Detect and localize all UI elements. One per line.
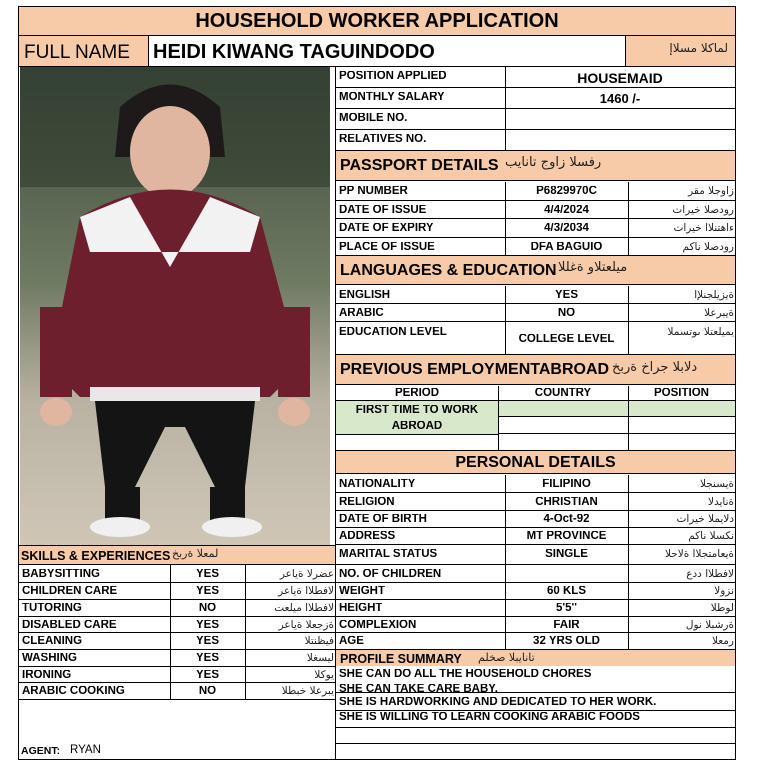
skill-disabled-care: DISABLED CARE — [22, 620, 117, 631]
height-arabic: لوطلا — [710, 603, 734, 614]
expiry-date-label: DATE OF EXPIRY — [339, 223, 434, 234]
skill-cleaning: CLEANING — [22, 636, 83, 647]
skill-cleaning-arabic: فيظنتلا — [304, 636, 334, 647]
weight-arabic: نزولا — [714, 586, 734, 597]
skill-ironing-arabic: يوكلا — [314, 670, 334, 681]
monthly-salary-label: MONTHLY SALARY — [339, 92, 445, 103]
employment-position-fill — [629, 401, 735, 416]
issue-place-value: DFA BAGUIO — [530, 242, 603, 253]
employment-header-title: PREVIOUS EMPLOYMENTABROAD — [340, 361, 610, 378]
nationality-arabic: ةيسنجلا — [699, 479, 734, 490]
issue-place-label: PLACE OF ISSUE — [339, 242, 435, 253]
skill-tutoring: TUTORING — [22, 603, 82, 614]
marital-status-arabic: ةيعامتجلاا ةلاحلا — [664, 549, 734, 560]
education-arabic: يميلعتلا ىوتسملا — [667, 327, 734, 338]
col-position: POSITION — [654, 388, 709, 399]
agent-label: AGENT: — [21, 745, 61, 757]
full-name-label: FULL NAME — [24, 42, 130, 63]
children-label: NO. OF CHILDREN — [339, 569, 442, 580]
address-arabic: نكسلا ناكم — [688, 531, 734, 542]
period-line-2: ABROAD — [391, 421, 443, 432]
profile-header-title: PROFILE SUMMARY — [340, 652, 462, 666]
passport-header-arabic: رفسلا زاوج تانايب — [505, 155, 602, 170]
nationality-value: FILIPINO — [542, 479, 591, 490]
height-value: 5'5'' — [556, 603, 577, 614]
full-name-value: HEIDI KIWANG TAGUINDODO — [153, 41, 435, 63]
position-applied-label: POSITION APPLIED — [339, 71, 447, 82]
weight-value: 60 KLS — [547, 586, 586, 597]
profile-line-2: SHE CAN TAKE CARE BABY. — [339, 684, 498, 695]
skill-babysitting-arabic: عضرلا ةياعر — [279, 569, 334, 580]
issue-date-label: DATE OF ISSUE — [339, 205, 427, 216]
passport-header-title: PASSPORT DETAILS — [340, 157, 499, 174]
position-applied-value: HOUSEMAID — [577, 71, 663, 85]
skill-cleaning-value: YES — [195, 636, 219, 647]
skill-ironing: IRONING — [22, 670, 72, 681]
arabic-arabic: ةيبرعلا — [704, 308, 734, 319]
skill-babysitting: BABYSITTING — [22, 569, 100, 580]
dob-arabic: دلايملا خيرات — [676, 514, 734, 525]
weight-label: WEIGHT — [339, 586, 385, 597]
height-label: HEIGHT — [339, 603, 383, 614]
languages-header-title: LANGUAGES & EDUCATION — [340, 262, 557, 279]
skill-tutoring-arabic: لافطلأا ميلعت — [274, 603, 334, 614]
relatives-label: RELATIVES NO. — [339, 134, 427, 145]
page-title: HOUSEHOLD WORKER APPLICATION — [195, 10, 559, 32]
arabic-value: NO — [557, 308, 576, 319]
skill-disabled-care-arabic: ةزجعلا ةياعر — [278, 620, 334, 631]
mobile-label: MOBILE NO. — [339, 113, 408, 124]
education-label: EDUCATION LEVEL — [339, 327, 447, 338]
employment-country-fill — [499, 401, 628, 416]
employment-header-arabic: دلابلا جراخ ةربخ — [612, 360, 698, 375]
col-period: PERIOD — [394, 388, 440, 399]
skill-ironing-value: YES — [195, 670, 219, 681]
age-label: AGE — [339, 636, 364, 647]
nationality-label: NATIONALITY — [339, 479, 416, 490]
english-value: YES — [554, 290, 578, 301]
expiry-date-arabic: ءاهتنلاا خيرات — [673, 223, 734, 234]
education-value: COLLEGE LEVEL — [518, 334, 615, 345]
english-label: ENGLISH — [339, 290, 391, 301]
issue-date-value: 4/4/2024 — [544, 205, 589, 216]
profile-header-arabic: تانايبلا صخلم — [478, 651, 535, 664]
pp-number-label: PP NUMBER — [339, 186, 408, 197]
profile-line-1: SHE CAN DO ALL THE HOUSEHOLD CHORES — [339, 669, 592, 680]
skill-children-care-arabic: لافطلأا ةياعر — [278, 586, 334, 597]
children-arabic: لافطلأا ددع — [686, 569, 734, 580]
skill-children-care-value: YES — [195, 586, 219, 597]
profile-line-3: SHE IS HARDWORKING AND DEDICATED TO HER WORK. — [339, 697, 657, 708]
agent-value: RYAN — [70, 744, 101, 756]
skill-washing: WASHING — [22, 653, 77, 664]
period-line-1: FIRST TIME TO WORK — [355, 405, 479, 416]
expiry-date-value: 4/3/2034 — [544, 223, 589, 234]
skill-children-care: CHILDREN CARE — [22, 586, 118, 597]
dob-label: DATE OF BIRTH — [339, 514, 427, 525]
monthly-salary-value: 1460 /- — [599, 92, 641, 105]
english-arabic: ةيزيلجنلإا — [694, 290, 734, 301]
skill-arabic-cooking-arabic: يبرعلا خبطلا — [281, 686, 334, 697]
arabic-label: ARABIC — [339, 308, 384, 319]
skill-disabled-care-value: YES — [195, 620, 219, 631]
skill-arabic-cooking: ARABIC COOKING — [22, 686, 125, 697]
languages-header-arabic: ميلعتلاو ةغللا — [558, 260, 628, 275]
profile-line-4: SHE IS WILLING TO LEARN COOKING ARABIC FOODS — [339, 712, 640, 723]
skills-header-arabic: لمعلا ةربخ — [172, 547, 219, 560]
skill-tutoring-value: NO — [198, 603, 217, 614]
skill-babysitting-value: YES — [195, 569, 219, 580]
skill-arabic-cooking-value: NO — [198, 686, 217, 697]
age-value: 32 YRS OLD — [533, 636, 600, 647]
skill-washing-arabic: ليسغلا — [306, 653, 334, 664]
skill-washing-value: YES — [195, 653, 219, 664]
marital-status-label: MARITAL STATUS — [339, 549, 438, 560]
marital-status-value: SINGLE — [545, 549, 588, 560]
complexion-arabic: ةرشبلا نول — [685, 620, 734, 631]
personal-header-title: PERSONAL DETAILS — [455, 454, 616, 471]
complexion-label: COMPLEXION — [339, 620, 417, 631]
applicant-photo — [20, 67, 330, 545]
full-name-arabic: لماكلا مسلاإ — [669, 41, 728, 55]
address-value: MT PROVINCE — [526, 531, 607, 542]
religion-arabic: ةنايدلا — [707, 497, 734, 508]
col-country: COUNTRY — [534, 388, 592, 399]
address-label: ADDRESS — [339, 531, 396, 542]
pp-number-arabic: زاوجلا مقر — [688, 186, 734, 197]
issue-date-arabic: رودصلا خيرات — [672, 205, 734, 216]
dob-value: 4-Oct-92 — [543, 514, 590, 525]
issue-place-arabic: رودصلا ناكم — [682, 242, 734, 253]
complexion-value: FAIR — [553, 620, 580, 631]
pp-number-value: P6829970C — [536, 186, 597, 197]
religion-label: RELIGION — [339, 497, 395, 508]
skills-header-title: SKILLS & EXPERIENCES — [21, 549, 171, 563]
religion-value: CHRISTIAN — [535, 497, 598, 508]
age-arabic: رمعلا — [711, 636, 734, 647]
